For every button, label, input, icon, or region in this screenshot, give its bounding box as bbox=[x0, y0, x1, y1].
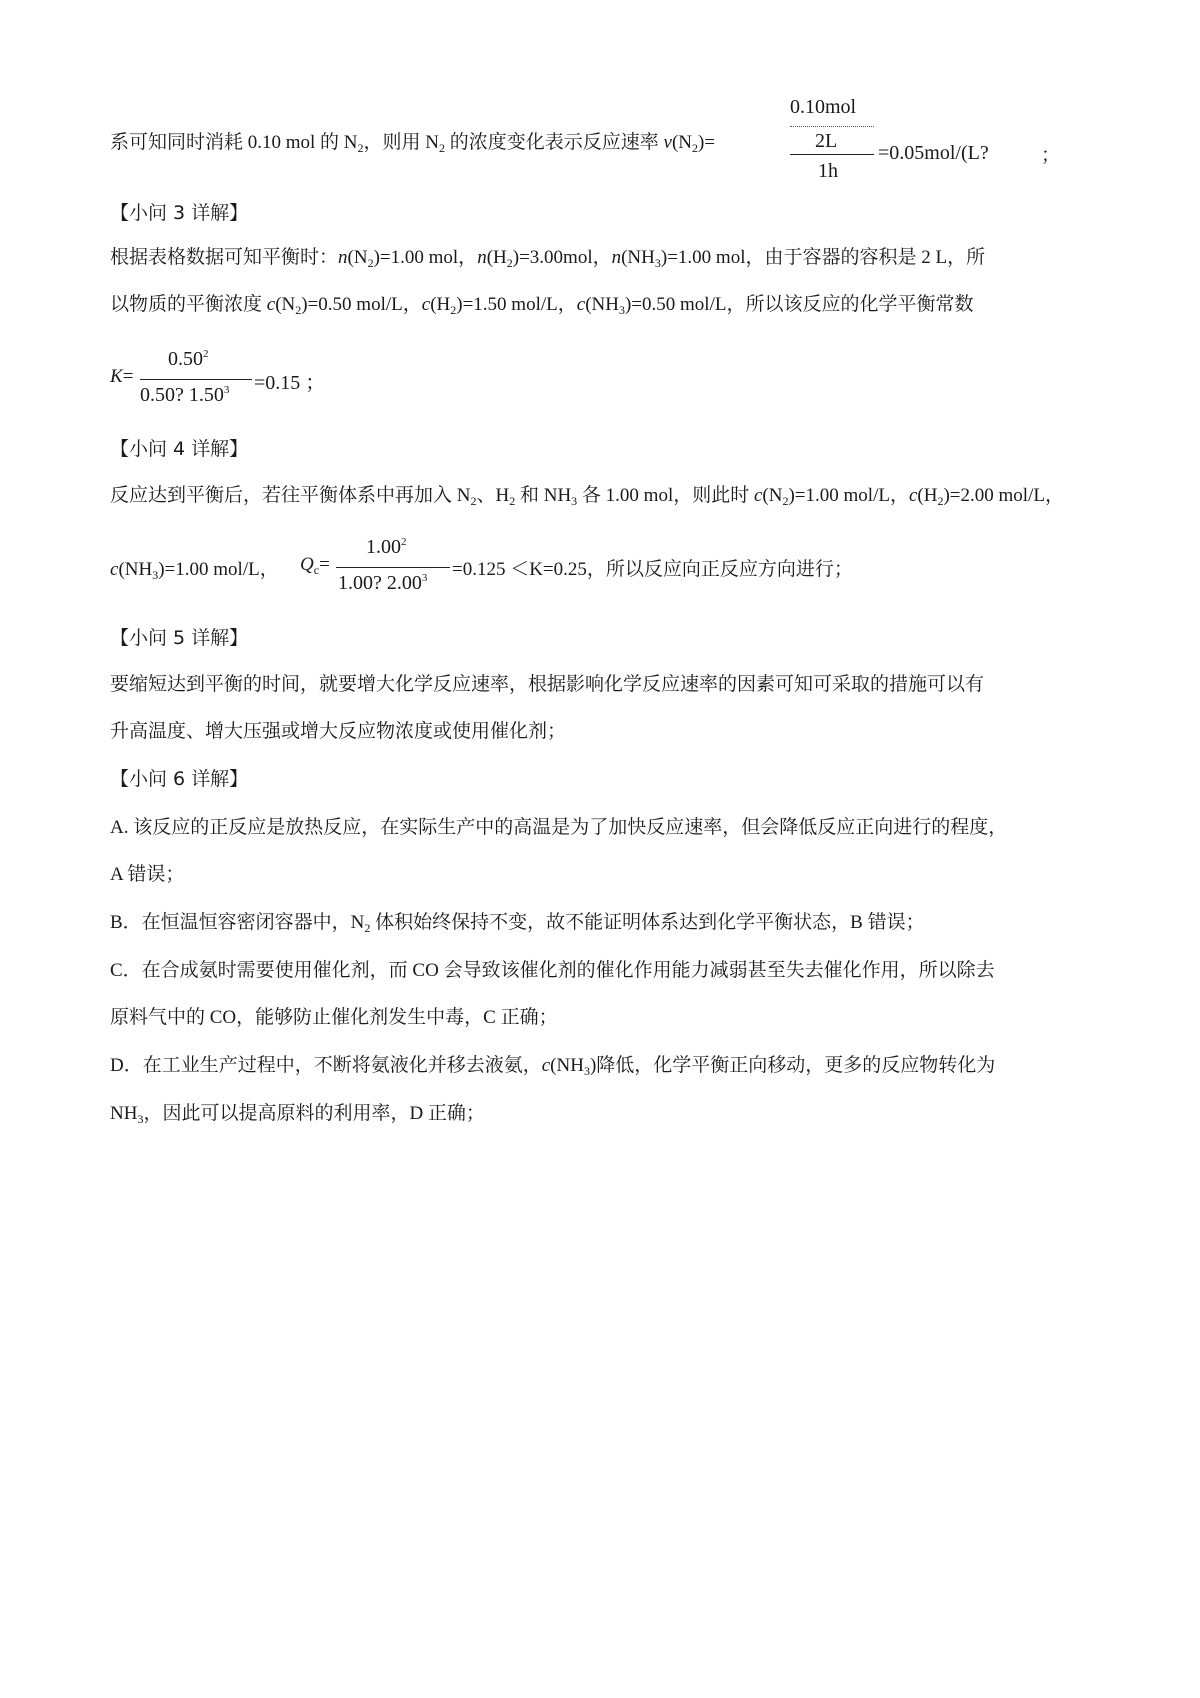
k-label: K= bbox=[110, 366, 134, 387]
option-a-line-1: A. 该反应的正反应是放热反应，在实际生产中的高温是为了加快反应速率，但会降低反应正向进行的程度， bbox=[110, 817, 1008, 838]
qc-numerator: 1.00$^2$ bbox=[366, 536, 407, 558]
option-d-line-2: $NH_3$，因此可以提高原料的利用率，D 正确； bbox=[110, 1103, 485, 1126]
rate-line: 系可知同时消耗 0.10 mol 的 $N_2$，则用 $N_2$ 的浓度变化表示反应速率 $v(N_2)=$ bbox=[110, 132, 716, 155]
k-result: =0.15 ； bbox=[254, 372, 326, 394]
rate-fraction-top: 0.10mol bbox=[790, 96, 857, 118]
section-5-heading: 【小问 5 详解】 bbox=[110, 627, 249, 649]
qc-label: $Q_c=$ bbox=[300, 554, 330, 577]
section-5-line-2: 升高温度、增大压强或增大反应物浓度或使用催化剂； bbox=[110, 721, 567, 742]
option-b-line: B．在恒温恒容密闭容器中，$N_2$ 体积始终保持不变，故不能证明体系达到化学平衡状态，B 错误； bbox=[110, 912, 925, 935]
rate-fraction-bottom: 1h bbox=[818, 160, 838, 182]
section-3-line-2: 以物质的平衡浓度 $c(N_2)=0.50$ mol/L，$c(H_2)=1.50$ mol/L，$c(NH_3)=0.50$ mol/L，所以该反应的化学平衡常数 bbox=[110, 294, 974, 317]
section-3-heading: 【小问 3 详解】 bbox=[110, 202, 249, 224]
section-5-line-1: 要缩短达到平衡的时间，就要增大化学反应速率，根据影响化学反应速率的因素可知可采取的措施可以有 bbox=[110, 674, 985, 695]
option-c-line-1: C．在合成氨时需要使用催化剂，而 CO 会导致该催化剂的催化作用能力减弱甚至失去催化作用，所以除去 bbox=[110, 960, 995, 981]
option-c-line-2: 原料气中的 CO，能够防止催化剂发生中毒，C 正确； bbox=[110, 1007, 558, 1028]
section-6-heading: 【小问 6 详解】 bbox=[110, 768, 249, 790]
k-denominator: 0.50? 1.50$^3$ bbox=[140, 384, 230, 406]
section-4-line-1: 反应达到平衡后，若往平衡体系中再加入 $N_2$、$H_2$ 和 $NH_3$ 各 1.00 mol，则此时 $c(N_2)=1.00$ mol/L，$c(H_2)=2.00$ mol/L， bbox=[110, 485, 1064, 508]
qc-denominator: 1.00? 2.00$^3$ bbox=[338, 572, 428, 594]
rate-tail: ； bbox=[1041, 144, 1061, 166]
k-fraction-rule bbox=[140, 379, 252, 380]
rate-fraction-mid: 2L bbox=[815, 130, 838, 152]
rate-fraction-main-rule bbox=[790, 154, 874, 155]
section-4-heading: 【小问 4 详解】 bbox=[110, 438, 249, 460]
k-numerator: 0.50$^2$ bbox=[168, 348, 209, 370]
section-3-line-1: 根据表格数据可知平衡时：$n(N_2)=1.00$ mol，$n(H_2)=3.00mol$，$n(NH_3)=1.00$ mol，由于容器的容积是 2 L，所 bbox=[110, 247, 986, 270]
option-a-line-2: A 错误； bbox=[110, 864, 185, 885]
rate-result: =0.05mol/(L? bbox=[878, 142, 989, 164]
qc-fraction-rule bbox=[336, 567, 450, 568]
qc-result: =0.125 ＜K=0.25，所以反应向正反应方向进行； bbox=[452, 559, 853, 580]
rate-fraction-inner-rule bbox=[790, 126, 874, 127]
section-4-line-2: $c(NH_3)=1.00$ mol/L， bbox=[110, 559, 279, 582]
option-d-line-1: D．在工业生产过程中，不断将氨液化并移去液氨，$c(NH_3)$降低，化学平衡正向移动，更多的反应物转化为 bbox=[110, 1055, 996, 1078]
